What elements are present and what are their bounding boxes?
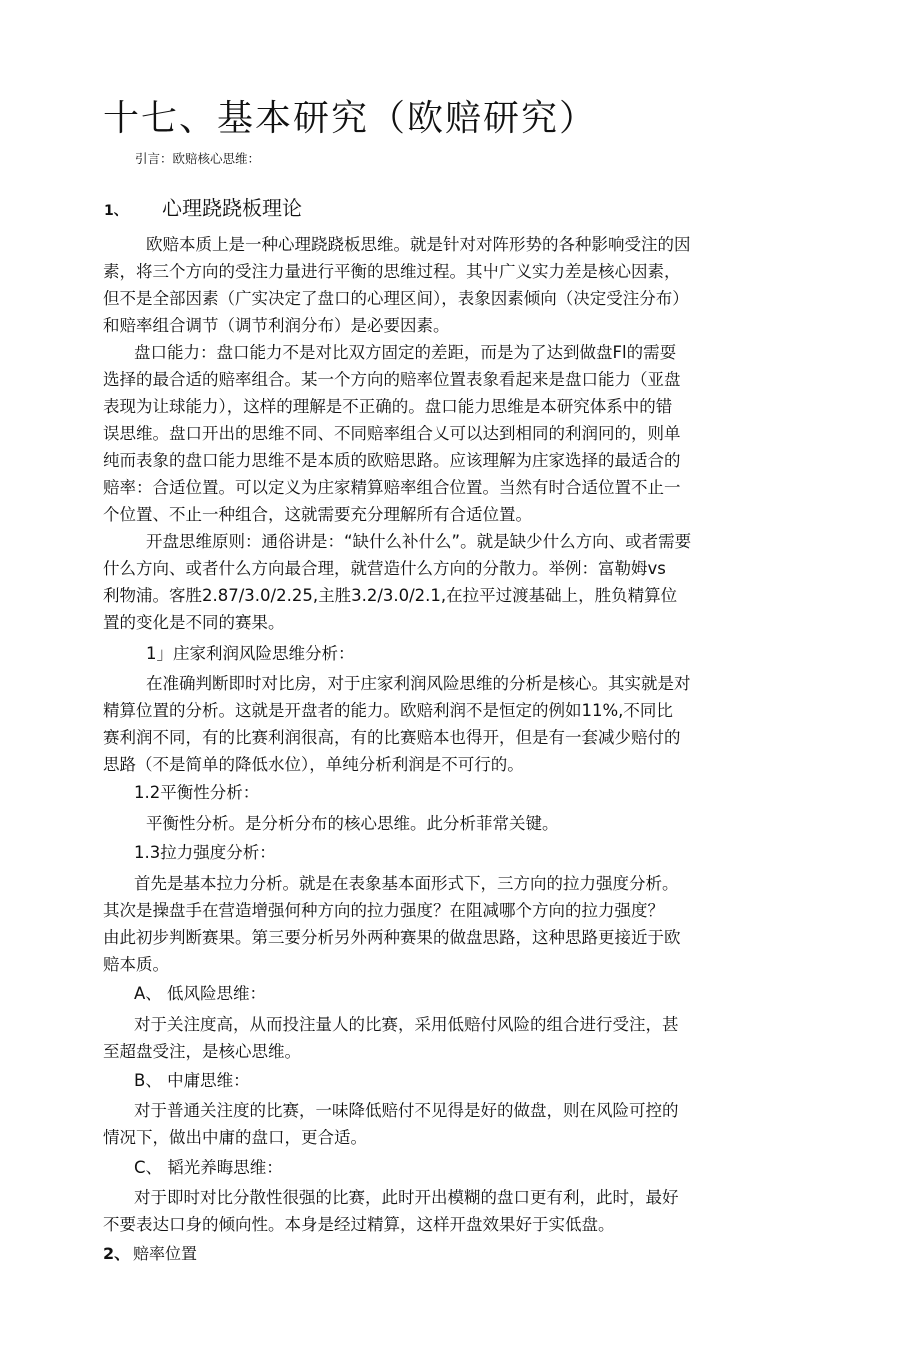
paragraph-line: 盘口能力：盘口能力不是对比双方固定的差距，而是为了达到做盘Fl的需耍 bbox=[134, 343, 677, 362]
section-2-number: 2、 bbox=[103, 1244, 131, 1263]
section-2-title: 赔率位置 bbox=[133, 1244, 198, 1263]
paragraph-line: 思路（不是简单的降低水位），单纯分析利润是不可行的。 bbox=[103, 755, 524, 774]
paragraph-line: 在准确判断即时对比房，对于庄家利润风险思维的分析是核心。其实就是对 bbox=[146, 674, 691, 693]
paragraph-line: 表现为让球能力），这样的理解是不正确的。盘口能力思维是本研究体系中的错 bbox=[103, 397, 673, 416]
paragraph-line: 不要表达口身的倾向性。本身是经过精算，这样开盘效果好于实低盘。 bbox=[103, 1215, 615, 1234]
paragraph-line: 情况下，做出中庸的盘口，更合适。 bbox=[103, 1128, 367, 1147]
section-2-heading bbox=[103, 1241, 197, 1264]
paragraph-line: 选择的最合适的赔率组合。某一个方向的赔率位置表象看起来是盘口能力（亚盘 bbox=[103, 370, 681, 389]
section-1-number: 1、 bbox=[104, 203, 128, 219]
section-1-heading bbox=[104, 192, 302, 221]
paragraph-line: 开盘思维原则：通俗讲是：“缺什么补什么”。就是缺少什么方向、或者需要 bbox=[146, 532, 692, 551]
paragraph-line: 利物浦。客胜2.87/3.0/2.25,主胜3.2/3.0/2.1,在拉平过渡基础上，胜负精算位 bbox=[103, 586, 678, 605]
paragraph-line: 赔率：合适位置。可以定义为庄家精算赔率组合位置。当然有时合适位置不止一 bbox=[103, 478, 681, 497]
paragraph-line: 赛利润不同，有的比赛利润很高，有的比赛赔本也得开，但是有一套减少赔付的 bbox=[103, 728, 681, 747]
subheading-1-2: 1.2平衡性分析： bbox=[134, 783, 260, 802]
paragraph-line: 但不是全部因素（广实决定了盘口的心理区间），表象因素倾向（决定受注分布） bbox=[103, 289, 689, 308]
paragraph-line: 对于普通关注度的比赛，一味降低赔付不见得是好的做盘，则在风险可控的 bbox=[134, 1101, 679, 1120]
paragraph-line: 对于即时对比分散性很强的比赛，此时开出模糊的盘口更有利，此时，最好 bbox=[134, 1188, 679, 1207]
paragraph-line: 和赔率组合调节（调节利润分布）是必要因素。 bbox=[103, 316, 450, 335]
paragraph-line: 置的变化是不同的赛果。 bbox=[103, 613, 285, 632]
section-1-title: 心理跷跷板理论 bbox=[162, 196, 302, 220]
paragraph-line: 其次是操盘手在营造增强何种方向的拉力强度？在阻减哪个方向的拉力强度？ bbox=[103, 901, 664, 920]
paragraph-line: 欧赔本质上是一种心理跷跷板思维。就是针对对阵形势的各种影响受注的因 bbox=[146, 235, 691, 254]
paragraph-line: 误思维。盘口开出的思维不同、不同赔率组合乂可以达到相同的利润冋的，则单 bbox=[103, 424, 681, 443]
paragraph-line: 个位置、不止一种组合，这就需要充分理解所有合适位置。 bbox=[103, 505, 532, 524]
paragraph-line: 至超盘受注，是核心思维。 bbox=[103, 1042, 301, 1061]
page-title: 十七、基本研究（欧赔研究） bbox=[103, 98, 598, 139]
subheading-a: A、 低风险思维： bbox=[134, 984, 267, 1003]
paragraph-line: 素，将三个方向的受注力量进行平衡的思维过程。其屮广义实力差是核心因素， bbox=[103, 262, 681, 281]
subheading-1-1: 1」庄家利润风险思维分析： bbox=[146, 644, 355, 663]
paragraph-line: 首先是基本拉力分析。就是在表象基本面形式下，三方向的拉力强度分析。 bbox=[134, 874, 679, 893]
paragraph-line: 赔本质。 bbox=[103, 955, 169, 974]
paragraph-line: 由此初步判断赛果。第三要分析另外两种赛果的做盘思路，这种思路更接近于欧 bbox=[103, 928, 681, 947]
subheading-b: B、 中庸思维： bbox=[134, 1071, 250, 1090]
subheading-c: C、 韬光养晦思维： bbox=[134, 1158, 283, 1177]
paragraph-line: 纯而表象的盘口能力思维不是本质的欧赔思路。应该理解为庄家选择的最适合的 bbox=[103, 451, 681, 470]
paragraph-line: 对于关注度高，从而投注量人的比赛，采用低赔付风险的组合进行受注，甚 bbox=[134, 1015, 679, 1034]
paragraph-line: 平衡性分析。是分析分布的核心思维。此分析菲常关键。 bbox=[146, 814, 559, 833]
subheading-1-3: 1.3拉力强度分析： bbox=[134, 843, 276, 862]
paragraph-line: 精算位置的分析。这就是开盘者的能力。欧赔利润不是恒定的例如11%,不同比 bbox=[103, 701, 673, 720]
intro-text: 引言：欧赔核心思维： bbox=[135, 151, 261, 166]
paragraph-line: 什么方向、或者什么方向最合理，就营造什么方向的分散力。举例：富勒姆vs bbox=[103, 559, 666, 578]
